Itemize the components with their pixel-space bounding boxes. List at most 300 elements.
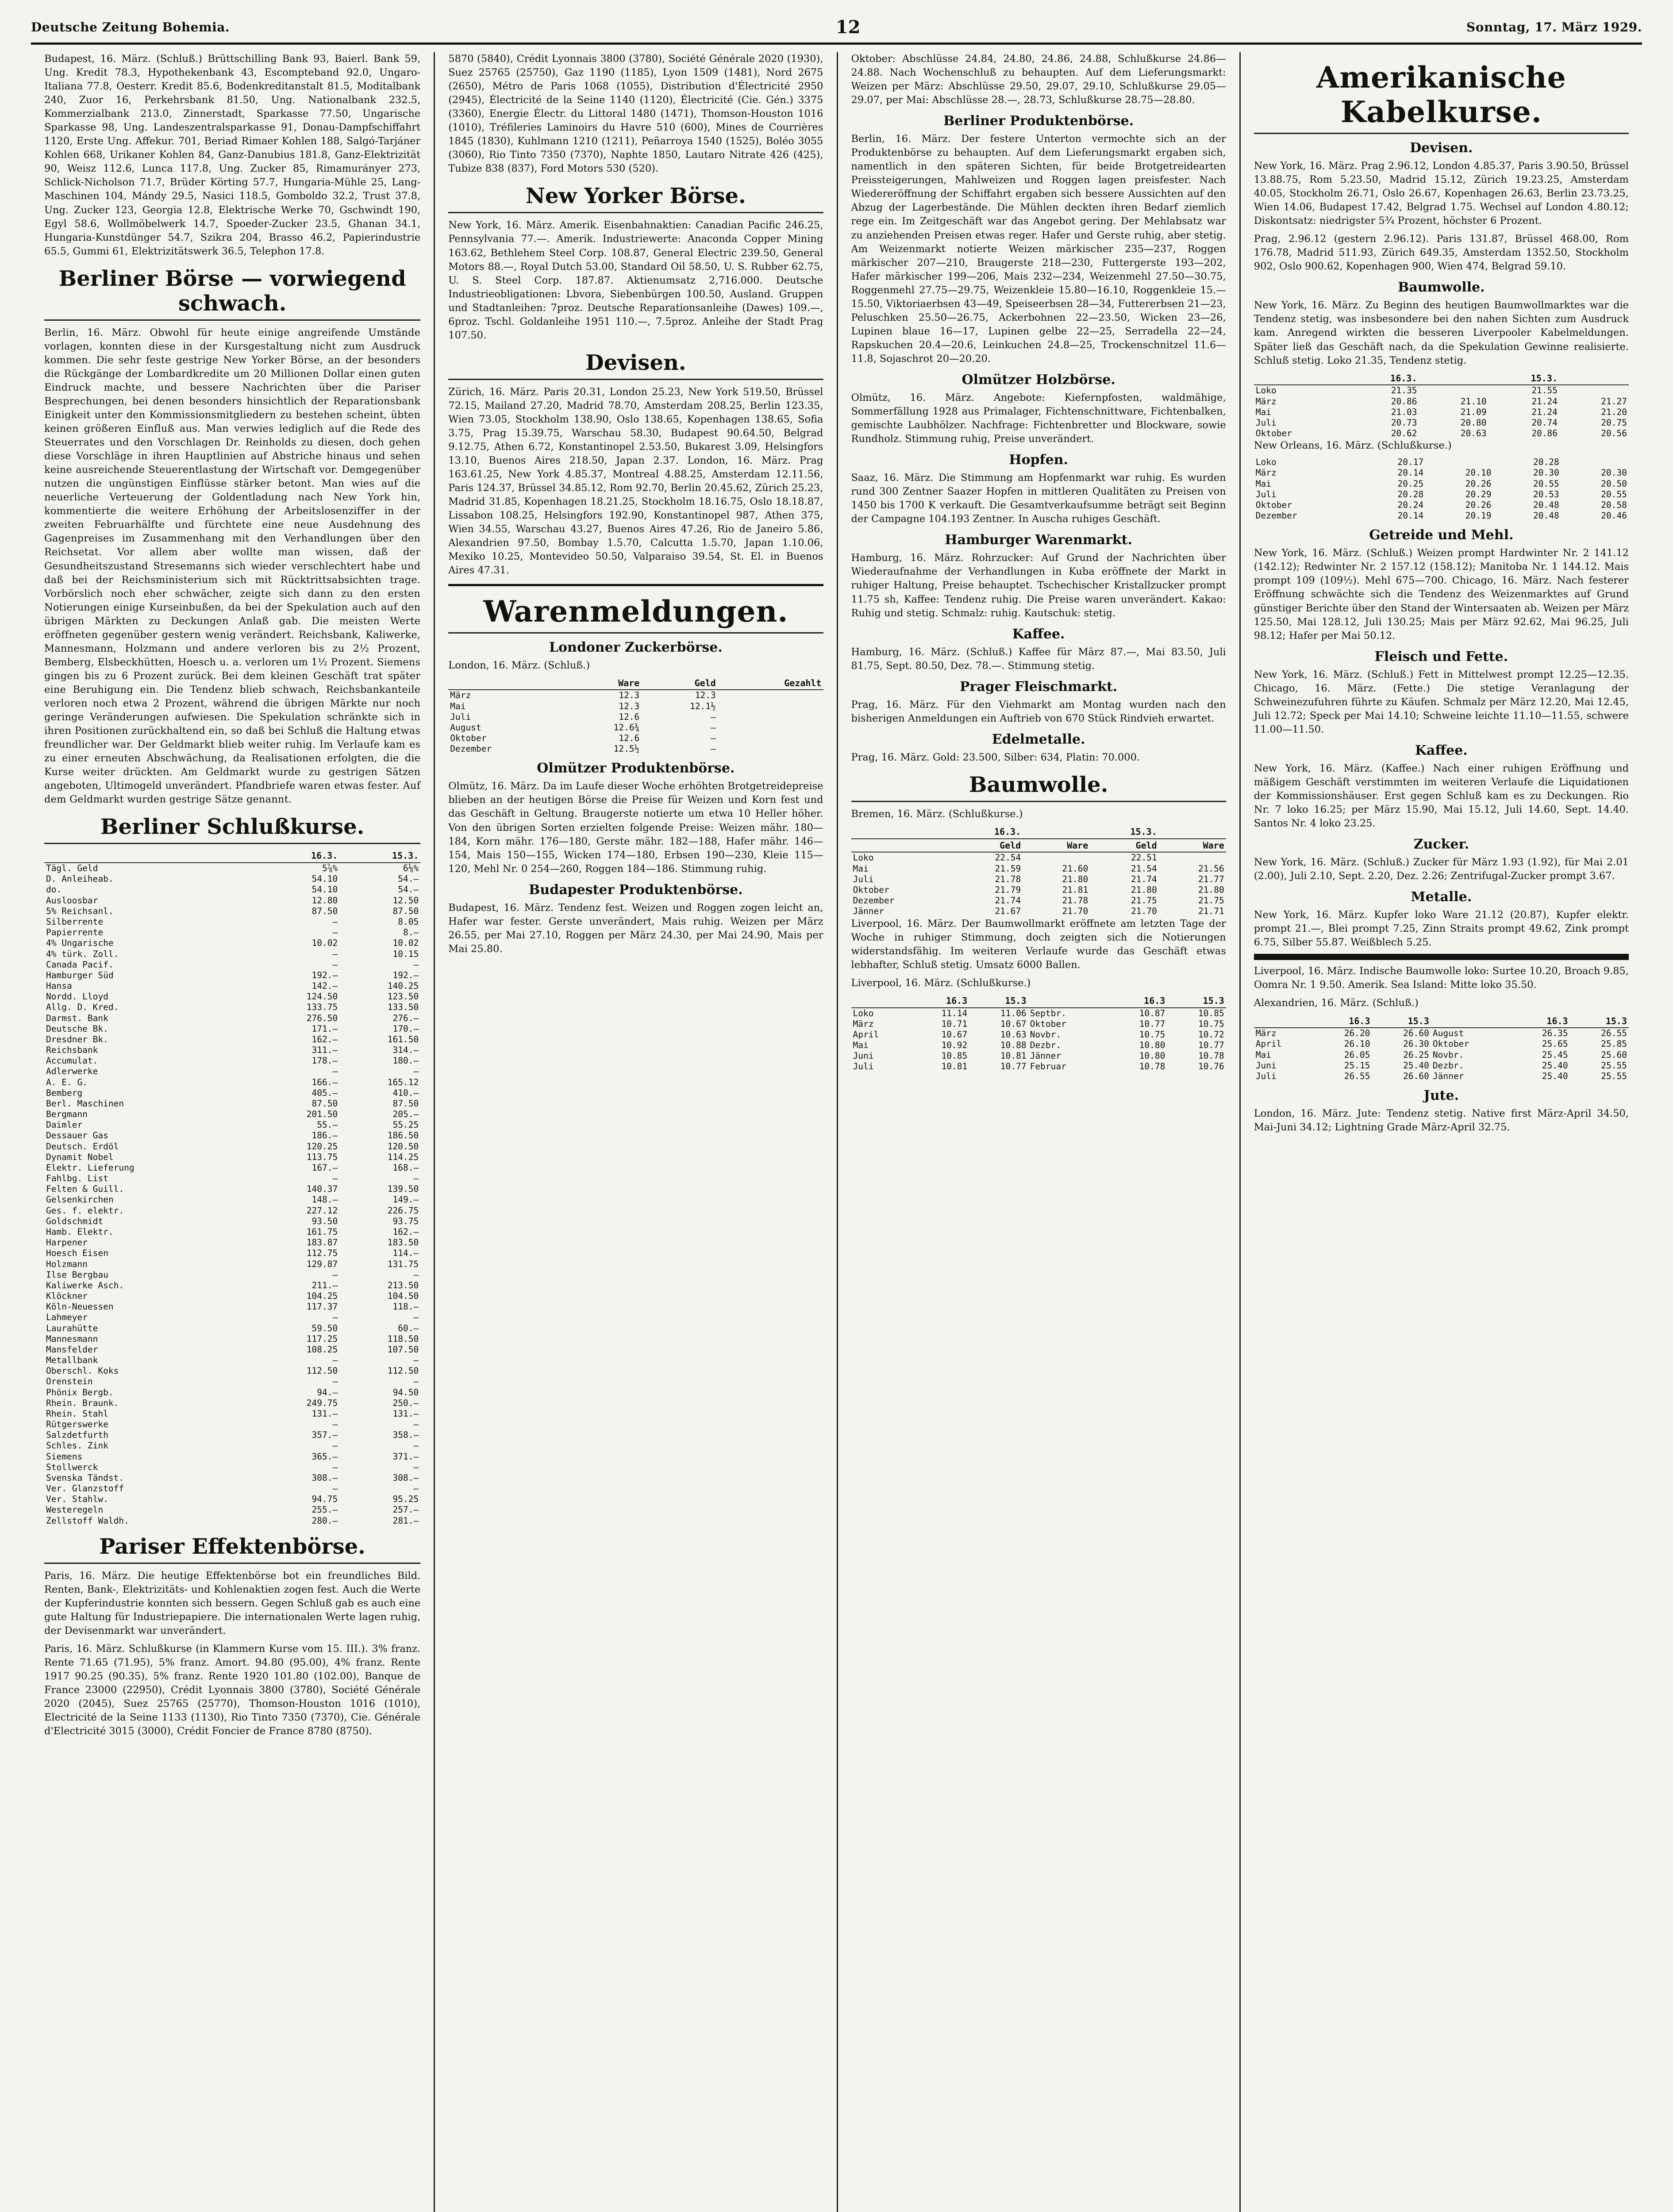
table-cell: 21.80 [1198,884,1224,895]
berlin-closing-title: Berliner Schlußkurse. [44,814,420,844]
table-cell: 162.— [392,1226,419,1237]
column-header: 16.3 [1511,1015,1569,1028]
table-cell: 166.— [312,1077,338,1087]
table-cell: 255.— [312,1505,338,1515]
table-cell: 20.24 [1397,500,1424,510]
table-cell: 21.55 [1531,385,1558,396]
table-cell [1559,385,1629,396]
table-cell: 21.20 [1601,407,1627,417]
column-header [1419,372,1488,385]
table-cell: 131.— [312,1408,338,1419]
alexandria-cotton-table [1254,1015,1629,1082]
olmuetz-grain-report: Olmütz, 16. März. Da im Laufe dieser Woche erhöhten Brotgetreidepreise blieben an der heutigen Börse die Preise für Weizen und Korn fest und das Geschäft in Geltung. Braugerste notierte um etwa 10 Heller höher. Von den übrigen Sorten erzielten folgende Preise: Weizen mähr. 180—184, Korn mähr. 176—180, Gerste mähr. 182—188, Hafer mähr. 146—154, Mais 150—155, Wicken 174—180, Erbsen 190—230, Kleie 115—120, Mehl Nr. 0 254—260, Roggen 184—186. Stimmung ruhig. [448,780,823,875]
budapest-stock-report: Budapest, 16. März. (Schluß.) Brüttschilling Bank 93, Baierl. Bank 59, Ung. Kredit 78.3, Hypothekenbank 43, Escompteband 92.0, Ungaro-Italiana 77.8, Oesterr. Kredit 85.6, Bodenkreditanstalt 81.5, Moditalbank 240, Zuor 16, Perkehrsbank 81.50, Ung. Nationalbank 232.5, Kommerzialbank 213.0, Zinnerstadt, Sparkasse 77.50, Ungarische Sparkasse 98, Ung. Landeszentralsparkasse 91, Donau-Dampfschiffahrt 1120, Erste Ung. Affekur. 701, Beriad Rimaer Kohlen 188, Salgó-Tarjáner Kohlen 668, Urikaner Kohlen 84, Ganz-Danubius 181.8, Ganz-Elektrizität 90, Weisz 112.6, Lunca 117.8, Ung. Zucker 85, Rimamurányer 273, Schlick-Nicholson 71.7, Brüder Körting 57.7, Hungaria-Mühle 25, Lang-Maschinen 104, Mándy 29.5, Nasici 118.5, Gomboldo 32.2, Trust 37.8, Ung. Zucker 123, Georgia 12.8, Elektrische Werke 70, Gschwindt 190, Egyl 58.6, Wollmöbelwerk 14.7, Spoeder-Zucker 23.5, Ghanan 34.1, Hungaria-Kunstdünger 54.7, Szikra 204, Brasso 46.2, Papierindustrie 65.5, Gummi 61, Elektrizitätswerk 36.5, Telephon 17.8. [44,53,421,257]
liverpool-cotton-table [851,995,1226,1072]
table-cell: Holzmann [46,1259,88,1269]
us-coffee-title: Kaffee. [1415,742,1468,758]
table-row [44,1194,420,1205]
berlin-produce-title: Berliner Produktenbörse. [943,113,1134,129]
table-row [44,949,420,960]
table-cell: Siemens [46,1451,83,1462]
table-cell: 54.— [398,874,419,884]
table-row [851,1040,1226,1051]
table-cell [1425,457,1493,468]
table-cell: 21.54 [1131,863,1157,874]
table-cell: 20.46 [1601,511,1627,521]
table-cell: Oktober [1255,428,1292,439]
table-cell: — [413,1173,419,1184]
table-cell: März [1255,1028,1277,1039]
table-cell: 10.77 [1198,1040,1224,1051]
table-cell: 124.50 [306,991,338,1002]
table-cell: Daimler [46,1120,83,1130]
table-cell: 20.86 [1531,428,1558,439]
table-cell: 54.10 [312,884,338,895]
table-cell: 226.75 [387,1205,419,1216]
table-row [44,1291,420,1302]
table-cell: 20.19 [1465,511,1492,521]
table-cell: D. Anleiheab. [46,874,114,884]
table-cell: 26.10 [1344,1039,1370,1049]
table-row [44,1376,420,1387]
section-band [1254,954,1629,960]
table-row [44,1024,420,1034]
table-cell: Dresdner Bk. [46,1034,108,1045]
coffee-report: Hamburg, 16. März. (Schluß.) Kaffee für März 87.—, Mai 83.50, Juli 81.75, Sept. 80.50, Dez. 78.—. Stimmung stetig. [851,646,1226,672]
table-cell: 104.50 [387,1291,419,1302]
table-cell: 21.80 [1131,884,1157,895]
table-cell: 54.10 [312,874,338,884]
table-cell: 11.06 [1000,1008,1027,1018]
us-cotton-report: New York, 16. März. Zu Beginn des heutigen Baumwollmarktes war die Tendenz stetig, was insbesondere bei den nahen Sichten zum Ausdruck kam. Anregend wirkten die besseren Liverpooler Kabelmeldungen. Später ließ das Geschäft nach, da die Spekulation Gewinne realisierte. Schluß stetig. Loko 21.35, Tendenz stetig. [1254,300,1629,366]
table-cell: 21.78 [1062,895,1088,906]
us-devisen-title: Devisen. [1410,140,1473,156]
table-row [44,1355,420,1366]
table-cell: 10.88 [1000,1040,1027,1051]
olmuetz-timber-title: Olmützer Holzbörse. [961,372,1115,388]
table-cell: 10.81 [1000,1051,1027,1061]
us-sugar-title: Zucker. [1413,837,1469,853]
table-row [1254,396,1629,407]
table-row [851,895,1226,906]
table-row [44,1440,420,1451]
table-cell: — [332,1440,338,1451]
new-york-exchange-report: New York, 16. März. Amerik. Eisenbahnaktien: Canadian Pacific 246.25, Pennsylvania 77.—. Amerik. Industriewerte: Anaconda Copper Mining 163.62, Bethlehem Steel Corp. 108.87, General Electric 239.50, General Motors 88.—, Royal Dutch 53.00, Standard Oil 58.50, U. S. Rubber 62.75, U. S. Steel Corp. 187.87. Aktienumsatz 2,716.000. Deutsche Industrieobligationen: Lbvora, Siebenbürgen 100.50, Ausland. Gruppen und Stadtanleihen: 7proz. Deutsche Reparationsanleihe (Dawes) 109.—, 6proz. Tschl. Goldanleihe 1951 110.—, 7.5proz. Anleihe der Stadt Prag 107.50. [448,219,823,341]
table-cell: 21.77 [1198,874,1224,884]
table-cell: April [1255,1039,1282,1049]
table-cell: Harpener [46,1237,88,1248]
table-cell: 112.75 [306,1248,338,1259]
table-cell: Phönix Bergb. [46,1387,114,1398]
table-cell: 25.40 [1542,1060,1568,1071]
table-cell: 20.58 [1601,500,1627,510]
paper-name: Deutsche Zeitung Bohemia. [31,19,230,35]
table-cell: 249.75 [306,1398,338,1408]
table-row [44,1398,420,1409]
table-row [44,938,420,949]
table-cell: 118.— [392,1302,419,1312]
table-cell: 94.— [317,1387,338,1398]
table-row [44,1034,420,1045]
table-cell: 192.— [312,970,338,980]
table-cell: Deutsch. Erdöl [46,1141,119,1152]
column-header [1431,1015,1511,1028]
table-cell: Accumulat. [46,1056,98,1066]
paris-exchange-report: Paris, 16. März. Die heutige Effektenbörse bot ein freundliches Bild. Renten, Bank-, Elektrizitäts- und Kohlenaktien zogen fest. Auch die Werte der Kupferindustrie konnten sich bessern. Gegen Schluß gab es auch eine gute Haltung für Industriepapiere. Die internationalen Werte lagen ruhig, der Devisenmarkt war unverändert. [44,1570,421,1636]
table-cell: Rhein. Braunk. [46,1398,119,1408]
table-cell: 21.75 [1131,895,1157,906]
columns [31,52,1642,2212]
meat-fats-report: New York, 16. März. (Schluß.) Fett in Mittelwest prompt 12.25—12.35. Chicago, 16. März. (Fette.) Die stetige Veranlagung der Schweinezufuhren führte zu Käufen. Schmalz per März 12.20, Mai 12.45, Juli 12.72; Speck per Mai 14.10; Schweine leichte 11.10—11.55, schwere 11.00—11.50. [1254,668,1629,735]
table-row [44,991,420,1002]
table-cell: Canada Pacif. [46,959,114,970]
berlin-exchange-title: Berliner Börse — vorwiegend schwach. [44,266,420,321]
table-cell: Oktober [1432,1039,1469,1049]
new-york-exchange-title: New Yorker Börse. [448,184,823,213]
table-row [1254,418,1629,428]
table-cell: Novbr. [1030,1029,1061,1040]
table-cell: 10.92 [941,1040,968,1051]
table-cell: Juli [1255,1071,1277,1081]
table-cell: 371.— [392,1451,419,1462]
meat-fats-title: Fleisch und Fette. [1374,649,1508,664]
table-row [44,970,420,981]
table-row [44,917,420,927]
table-cell: Goldschmidt [46,1216,104,1226]
table-cell: 25.15 [1344,1060,1370,1071]
table-cell: 10.67 [941,1029,968,1040]
table-row [44,1312,420,1323]
table-row [44,1088,420,1098]
table-cell: Loko [1255,385,1277,396]
table-cell: 120.50 [387,1141,419,1152]
table-cell: Ausloosbar [46,895,98,906]
liverpool-table-intro: Liverpool, 16. März. (Schlußkurse.) [851,977,1031,989]
table-cell: — [332,1483,338,1494]
table-cell: Berl. Maschinen [46,1098,124,1109]
table-row [1254,1028,1629,1039]
us-metals-title: Metalle. [1411,889,1472,905]
new-york-cotton-table [1254,372,1629,439]
alexandria-intro: Alexandrien, 16. März. (Schluß.) [1254,997,1419,1009]
table-row [448,712,823,722]
hamburg-goods-report: Hamburg, 16. März. Rohrzucker: Auf Grund der Nachrichten über Wiederaufnahme der Verhandlungen in Kuba eröffnete der Markt in ruhiger Haltung, Preise behauptet. Tschechischer Kristallzucker prompt 11.75 sh, Kaffee: Tendenz ruhig. Die Preise waren unverändert. Kakao: Ruhig und stetig. Schmalz: ruhig. Kautschuk: stetig. [851,552,1226,619]
berlin-closing-table [44,849,420,1526]
table-cell: 60.— [398,1323,419,1333]
table-cell: — [332,1419,338,1430]
table-cell: 20.80 [1460,417,1487,428]
table-cell: Köln-Neuessen [46,1302,114,1312]
table-cell: Silberrente [46,917,104,927]
table-cell: 10.85 [941,1051,968,1061]
table-cell: 358.— [392,1430,419,1440]
table-cell: Lahmeyer [46,1312,88,1323]
london-sugar-intro: London, 16. März. (Schluß.) [448,659,590,671]
table-cell: 183.87 [306,1237,338,1248]
table-cell: Papierrente [46,927,104,938]
table-cell: 21.35 [1391,385,1417,396]
us-sugar-report: New York, 16. März. (Schluß.) Zucker für März 1.93 (1.92), für Mai 2.01 (2.00), Juli 2.10, Sept. 2.20, Dez. 2.26; Zentrifugal-Zucker prompt 3.67. [1254,856,1629,882]
table-cell: 192.— [392,970,419,980]
table-cell: 25.40 [1403,1060,1429,1071]
table-row [851,1051,1226,1061]
table-row [44,1002,420,1013]
table-cell: Mai [1255,1049,1271,1060]
table-cell: 10.77 [1139,1018,1165,1029]
table-row [44,1120,420,1130]
column-subheader: Geld [954,839,1023,853]
table-cell: Westeregeln [46,1505,104,1515]
table-row [44,1077,420,1088]
table-row [44,1387,420,1398]
table-cell: 20.29 [1465,489,1492,499]
london-sugar-title: Londoner Zuckerbörse. [549,639,723,655]
prague-meat-title: Prager Fleischmarkt. [959,679,1118,695]
table-row [44,1237,420,1248]
table-cell: 94.75 [312,1494,338,1505]
table-cell: Mai [1255,478,1271,489]
table-row [851,1061,1226,1072]
table-cell: 186.— [312,1130,338,1141]
table-cell: Bergmann [46,1109,88,1120]
table-row [1254,1071,1629,1082]
table-cell: 314.— [392,1045,419,1056]
precious-metals-title: Edelmetalle. [992,731,1085,747]
table-cell: 10.02 [312,938,338,949]
table-cell: 20.75 [1601,417,1627,428]
table-row [44,1109,420,1120]
table-cell: 22.54 [995,853,1021,863]
table-cell: 10.77 [1000,1061,1027,1072]
column-header [1023,826,1090,839]
table-cell [1419,385,1488,396]
table-cell: Loko [853,1008,874,1018]
bremen-intro: Bremen, 16. März. (Schlußkurse.) [851,808,1023,820]
table-row [44,1419,420,1430]
cotton-title: Baumwolle. [851,772,1226,802]
table-cell: — [413,1066,419,1077]
budapest-grain-title: Budapester Produktenbörse. [529,882,743,898]
table-cell: 21.80 [1062,874,1088,884]
table-cell: 211.— [312,1280,338,1290]
table-cell: 117.37 [306,1302,338,1312]
table-row [44,1216,420,1227]
olmuetz-grain-title: Olmützer Produktenbörse. [537,760,735,776]
table-cell: 183.50 [387,1237,419,1248]
table-cell: 20.48 [1533,511,1559,521]
table-row [44,1270,420,1280]
column-subheader: Ware [1023,839,1090,853]
table-cell: 10.72 [1198,1029,1224,1040]
column-header: 15.3 [969,995,1028,1008]
table-row [44,1013,420,1024]
table-cell: 8.05 [398,917,419,927]
table-cell: 148.— [312,1194,338,1205]
table-cell: 108.25 [306,1344,338,1355]
table-row [1254,1039,1629,1049]
table-cell: 5% Reichsanl. [46,906,114,916]
table-cell: März [450,690,471,701]
table-cell: 21.10 [1460,396,1487,407]
devisen-report: Zürich, 16. März. Paris 20.31, London 25.23, New York 519.50, Brüssel 72.15, Mailand 27.20, Madrid 78.70, Amsterdam 208.25, Berlin 123.35, Wien 73.05, Stockholm 138.90, Oslo 138.65, Kopenhagen 138.65, Sofia 3.75, Prag 15.39.75, Warschau 58.30, Budapest 90.64.50, Belgrad 9.12.75, Athen 6.72, Konstantinopel 2.53.50, Bukarest 3.09, Helsingfors 13.10, Buenos Aires 218.50, Japan 2.37. London, 16. März. Prag 163.61.25, New York 4.85.37, Montreal 4.88.25, Amsterdam 12.11.56, Paris 124.37, Brüssel 34.85.12, Rom 92.70, Berlin 20.45.62, Zürich 25.23, Madrid 31.85, Kopenhagen 18.21.25, Stockholm 18.16.75, Oslo 18.18.87, Lissabon 108.25, Helsingfors 192.90, Konstantinopel 987, Athen 375, Wien 34.55, Warschau 43.27, Buenos Aires 47.26, Rio de Janeiro 5.86, Alexandrien 97.50, Bombay 1.5.70, Calcutta 1.5.70, Japan 1.10.06, Mexiko 10.25, Montevideo 50.50, Valparaiso 39.54, St. El. in Buenos Aires 47.31. [448,386,823,576]
table-cell: 59.50 [312,1323,338,1333]
table-cell: Juli [1255,417,1277,428]
column-2 [434,52,836,2212]
table-cell: 250.— [392,1398,419,1408]
table-cell: 276.50 [306,1013,338,1023]
table-cell: 280.— [312,1515,338,1526]
table-cell: Metallbank [46,1355,98,1366]
table-row [448,701,823,712]
table-cell: Oberschl. Koks [46,1366,119,1376]
table-cell: 20.14 [1397,468,1424,478]
column-header: 16.3. [1348,372,1419,385]
table-cell: Dezember [853,895,895,906]
table-cell: Tägl. Geld [46,863,98,874]
table-cell [1561,457,1629,468]
table-cell: Ilse Bergbau [46,1269,108,1280]
table-cell: 167.— [312,1162,338,1173]
table-cell: 20.30 [1601,468,1627,478]
table-cell: 12.1½ [690,701,716,711]
table-cell: März [853,1018,874,1029]
table-cell: 87.50 [392,906,419,916]
table-cell: Kaliwerke Asch. [46,1280,124,1290]
table-cell: 4% türk. Zoll. [46,949,119,959]
table-row [44,1302,420,1312]
table-row [448,690,823,701]
table-cell: 21.74 [995,895,1021,906]
table-cell: 20.74 [1531,417,1558,428]
table-cell: 12.3 [619,701,640,711]
column-header: 15.3 [1570,1015,1629,1028]
table-cell: Mai [1255,407,1271,417]
table-row [448,733,823,744]
table-row [851,1008,1226,1019]
table-row [1254,407,1629,418]
table-cell: 21.78 [995,874,1021,884]
column-header: Geld [641,677,717,690]
table-cell: August [1432,1028,1464,1039]
table-cell: Dezbr. [1030,1040,1061,1051]
table-cell: 55.25 [392,1120,419,1130]
table-cell: — [332,917,338,927]
table-cell: Loko [853,853,874,863]
table-row [44,927,420,938]
table-cell: 21.71 [1198,906,1224,917]
table-cell: Mansfelder [46,1344,98,1355]
table-row [1254,511,1629,521]
table-row [1254,428,1629,439]
table-row [851,1029,1226,1040]
table-cell: Mai [450,701,466,711]
column-header: 15.3. [1488,372,1559,385]
table-cell: Hamb. Elektr. [46,1226,114,1237]
table-cell: — [413,1376,419,1387]
table-cell: 10.67 [1000,1018,1027,1029]
table-row [44,1173,420,1184]
table-cell: 120.25 [306,1141,338,1152]
table-cell: 10.76 [1198,1061,1224,1072]
table-cell: 21.27 [1601,396,1627,407]
prague-cable-rates: Prag, 2.96.12 (gestern 2.96.12). Paris 131.87, Brüssel 468.00, Rom 176.78, Madrid 511.93, Zürich 649.35, Amsterdam 1352.50, Stockholm 902, Oslo 900.62, Kopenhagen 900, Wien 474, Belgrad 59.10. [1254,233,1629,273]
table-cell: 10.15 [392,949,419,959]
table-cell: 114.— [392,1248,419,1259]
jute-report: London, 16. März. Jute: Tendenz stetig. Native first März-April 34.50, Mai-Juni 34.12; Lightning Grade März-April 32.75. [1254,1108,1629,1133]
table-cell: 11.14 [941,1008,968,1018]
table-cell: 8.— [403,927,419,938]
table-cell: 20.25 [1397,478,1424,489]
table-cell: 201.50 [306,1109,338,1120]
table-cell: Juli [853,1061,874,1072]
table-row [44,1152,420,1163]
table-cell: Dezbr. [1432,1060,1464,1071]
column-header: 16.3 [1108,995,1167,1008]
table-cell: — [413,1269,419,1280]
table-cell: 142.— [312,981,338,991]
table-cell: 20.55 [1533,478,1559,489]
table-cell: 26.55 [1601,1028,1627,1039]
table-row [44,863,420,874]
table-cell: 20.86 [1391,396,1417,407]
table-cell: 12.6 [619,711,640,722]
table-row [44,1098,420,1109]
table-cell: 133.75 [306,1002,338,1013]
table-cell: 21.56 [1198,863,1224,874]
table-cell: — [413,1462,419,1472]
american-cable-title: Amerikanische Kabelkurse. [1254,60,1629,134]
table-cell: 117.25 [306,1333,338,1344]
table-row [44,1206,420,1216]
table-cell: 139.50 [387,1184,419,1194]
table-cell: 213.50 [387,1280,419,1290]
table-cell: 107.50 [387,1344,419,1355]
table-cell: Dezember [1255,511,1297,521]
table-row [44,1334,420,1344]
table-row [44,1280,420,1291]
table-cell: — [332,1312,338,1323]
table-cell: 12.6 [619,733,640,744]
table-cell: — [332,927,338,938]
paris-rates-continued: 5870 (5840), Crédit Lyonnais 3800 (3780), Société Générale 2020 (1930), Suez 25765 (25750), Gaz 1190 (1185), Lyon 1509 (1481), Nord 2675 (2650), Métro de Paris 1068 (1055), Distribution d'Électricité 2950 (2945), Électricité de la Seine 1140 (1120), Électricité (Cie. Gén.) 3375 (3360), Energie Électr. du Littoral 1480 (1471), Thomson-Houston 1016 (1010), Tréfileries Laminoirs du Havre 510 (600), Mines de Courrières 1845 (1830), Kuhlmann 1210 (1211), Peñarroya 1540 (1525), Boléo 3055 (3060), Rio Tinto 7350 (7370), Naphte 1850, Lautaro Nitrate 426 (425), Tubize 838 (837), Ford Motors 530 (520). [448,53,823,175]
table-cell: Oktober [450,733,487,744]
table-cell: 20.17 [1397,457,1424,468]
table-cell: Oktober [1255,500,1292,510]
table-cell: 170.— [392,1023,419,1034]
table-cell: — [332,1173,338,1184]
table-cell: 131.— [392,1408,419,1419]
column-subheader: Geld [1090,839,1158,853]
table-cell: 25.45 [1542,1049,1568,1060]
table-cell: 26.55 [1344,1071,1370,1081]
london-sugar-table [448,677,823,755]
precious-metals-report: Prag, 16. März. Gold: 23.500, Silber: 634, Platin: 70.000. [851,751,1140,763]
table-cell: 4% Ungarische [46,938,114,949]
table-cell: Schles. Zink [46,1440,108,1451]
table-cell: 20.62 [1391,428,1417,439]
budapest-grain-continued: Oktober: Abschlüsse 24.84, 24.80, 24.86, 24.88, Schlußkurse 24.86—24.88. Nach Wochenschluß zu behaupten. Auf dem Lieferungsmarkt: Weizen per März: Abschlüsse 29.50, 29.07, 29.10, Schlußkurse 29.05—29.07, per Mai: Abschlüsse 28.—, 28.73, Schlußkurse 28.75—28.80. [851,53,1226,106]
table-cell: 10.02 [392,938,419,949]
table-row [448,744,823,754]
budapest-grain-report: Budapest, 16. März. Tendenz fest. Weizen und Roggen zogen leicht an, Hafer war fester. Gerste unverändert, Mais ruhig. Weizen per März 26.55, per Mai 27.10, Roggen per März 24.30, per Mai 24.90, Mais per Mai 25.80. [448,902,823,955]
table-cell: 20.26 [1465,478,1492,489]
column-header [1559,372,1629,385]
paris-exchange-title: Pariser Effektenbörse. [44,1534,420,1564]
table-cell: 165.12 [387,1077,419,1087]
table-cell: 20.55 [1601,489,1627,499]
table-cell: 112.50 [306,1366,338,1376]
table-row [851,1019,1226,1029]
